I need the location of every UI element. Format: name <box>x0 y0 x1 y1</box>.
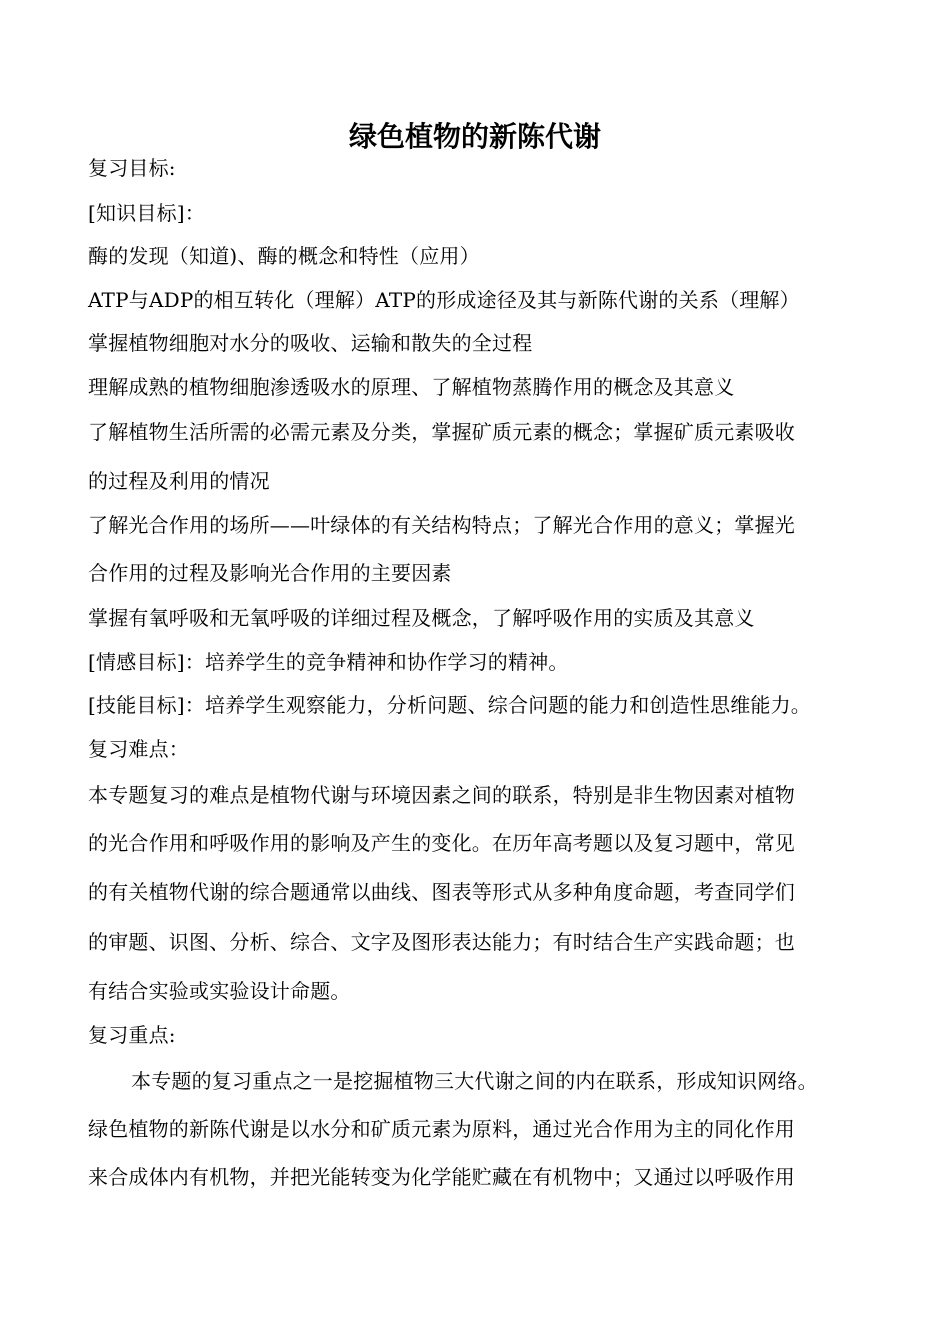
heading-review-difficulties: 复习难点： <box>88 737 189 761</box>
paragraph-line: 绿色植物的新陈代谢是以水分和矿质元素为原料，通过光合作用为主的同化作用 <box>88 1117 795 1141</box>
paragraph-line: 本专题复习的难点是植物代谢与环境因素之间的联系，特别是非生物因素对植物 <box>88 783 795 807</box>
paragraph-line: 本专题的复习重点之一是挖掘植物三大代谢之间的内在联系，形成知识网络。 <box>131 1069 818 1093</box>
paragraph-line: 的审题、识图、分析、综合、文字及图形表达能力；有时结合生产实践命题；也 <box>88 930 795 954</box>
paragraph-line: 来合成体内有机物，并把光能转变为化学能贮藏在有机物中；又通过以呼吸作用 <box>88 1165 795 1189</box>
paragraph-line: 了解光合作用的场所——叶绿体的有关结构特点；了解光合作用的意义；掌握光 <box>88 513 795 537</box>
heading-review-key-points: 复习重点: <box>88 1023 176 1047</box>
paragraph-line: 合作用的过程及影响光合作用的主要因素 <box>88 561 452 585</box>
paragraph-line: 掌握有氧呼吸和无氧呼吸的详细过程及概念，了解呼吸作用的实质及其意义 <box>88 606 755 630</box>
paragraph-line: 理解成熟的植物细胞渗透吸水的原理、了解植物蒸腾作用的概念及其意义 <box>88 375 735 399</box>
paragraph-line: 的过程及利用的情况 <box>88 469 270 493</box>
paragraph-line: ATP与ADP的相互转化（理解）ATP的形成途径及其与新陈代谢的关系（理解） <box>88 288 800 312</box>
paragraph-line: 了解植物生活所需的必需元素及分类，掌握矿质元素的概念；掌握矿质元素吸收 <box>88 420 795 444</box>
paragraph-line: 的光合作用和呼吸作用的影响及产生的变化。在历年高考题以及复习题中，常见 <box>88 831 795 855</box>
heading-knowledge-goals: [知识目标]： <box>88 201 206 225</box>
heading-skill-goals: [技能目标]：培养学生观察能力，分析问题、综合问题的能力和创造性思维能力。 <box>88 693 812 717</box>
document-title: 绿色植物的新陈代谢 <box>348 120 601 153</box>
paragraph-line: 的有关植物代谢的综合题通常以曲线、图表等形式从多种角度命题，考查同学们 <box>88 880 795 904</box>
paragraph-line: 有结合实验或实验设计命题。 <box>88 979 351 1003</box>
paragraph-line: 酶的发现（知道)、酶的概念和特性（应用） <box>88 244 480 268</box>
paragraph-line: 掌握植物细胞对水分的吸收、运输和散失的全过程 <box>88 331 533 355</box>
heading-emotional-goals: [情感目标]：培养学生的竞争精神和协作学习的精神。 <box>88 650 569 674</box>
heading-review-goals: 复习目标: <box>88 156 176 180</box>
